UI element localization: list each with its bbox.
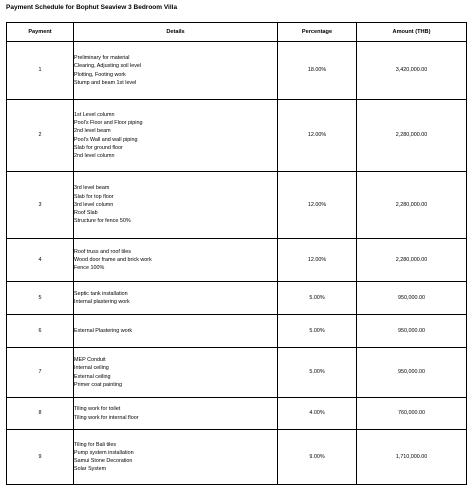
payment-amount: 1,710,000.00 xyxy=(357,430,467,485)
table-row xyxy=(7,239,467,282)
table-row xyxy=(7,172,467,239)
detail-line: Solar System xyxy=(74,466,107,473)
payment-details xyxy=(74,315,278,348)
table-row xyxy=(7,315,467,348)
payment-amount: 2,280,000.00 xyxy=(357,100,467,172)
detail-line: Tiling work for toilet xyxy=(74,406,121,413)
payment-percentage: 5.00% xyxy=(278,282,357,315)
payment-number: 1 xyxy=(7,42,74,100)
detail-line: External Plastering work xyxy=(74,327,133,334)
detail-line: Internal ceiling xyxy=(74,365,109,372)
table-row xyxy=(7,430,467,485)
detail-line: Pool's Floor and Floor piping xyxy=(74,120,143,127)
detail-line: Roof Slab xyxy=(74,210,98,217)
detail-line: Internal plastering work xyxy=(74,299,130,305)
detail-line: Roof truss and roof tiles xyxy=(74,248,131,255)
detail-line: 2nd level column xyxy=(74,152,115,159)
detail-line: Stump and beam 1st level xyxy=(74,79,137,86)
payment-percentage: 5.00% xyxy=(278,348,357,398)
payment-number: 8 xyxy=(7,398,74,430)
detail-line: 3rd level column xyxy=(74,201,114,208)
payment-percentage: 12.00% xyxy=(278,239,357,282)
payment-number: 6 xyxy=(7,315,74,348)
detail-line: 3rd level beam xyxy=(74,185,110,192)
payment-details xyxy=(74,398,278,430)
detail-line: Slab for ground floor xyxy=(74,144,123,151)
payment-number: 5 xyxy=(7,282,74,315)
payment-amount: 950,000.00 xyxy=(357,282,467,315)
detail-line: Slab for top floor xyxy=(74,193,114,200)
header-amount: Amount (THB) xyxy=(357,23,467,42)
detail-line: Septic tank installation xyxy=(74,290,128,297)
header-details: Details xyxy=(74,23,278,42)
payment-details xyxy=(74,430,278,485)
payment-details xyxy=(74,100,278,172)
table-row xyxy=(7,42,467,100)
detail-line: Preliminary for material xyxy=(74,55,130,62)
detail-line: 1st Level column xyxy=(74,111,115,118)
detail-line: MEP Conduit xyxy=(74,357,106,364)
detail-line: Wood door frame and brick work xyxy=(74,256,152,263)
header-payment: Payment xyxy=(7,23,74,42)
detail-line: Tiling for Bali tiles xyxy=(74,441,117,448)
payment-amount: 2,280,000.00 xyxy=(357,172,467,239)
payment-percentage: 18.00% xyxy=(278,42,357,100)
payment-percentage: 4.00% xyxy=(278,398,357,430)
detail-line: Samui Stone Decoration xyxy=(74,458,133,464)
detail-line: Primer coat painting xyxy=(74,381,122,388)
table-row xyxy=(7,348,467,398)
table-row xyxy=(7,398,467,430)
payment-amount: 950,000.00 xyxy=(357,348,467,398)
payment-details xyxy=(74,348,278,398)
payment-number: 3 xyxy=(7,172,74,239)
payment-percentage: 9.00% xyxy=(278,430,357,485)
detail-line: Pool's Wall and wall piping xyxy=(74,136,138,143)
detail-line: 2nd level beam xyxy=(74,128,111,135)
table-row xyxy=(7,282,467,315)
payment-amount: 3,420,000.00 xyxy=(357,42,467,100)
document-title: Payment Schedule for Bophut Seaview 3 Bedroom Villa xyxy=(6,4,178,11)
detail-line: Fence 100% xyxy=(74,265,105,272)
detail-line: Plotting, Footing work xyxy=(74,71,126,78)
detail-line: Clearing, Adjusting soil level xyxy=(74,63,142,70)
payment-amount: 950,000.00 xyxy=(357,315,467,348)
detail-line: Tiling work for internal floor xyxy=(74,414,139,421)
payment-percentage: 12.00% xyxy=(278,172,357,239)
header-percentage: Percentage xyxy=(278,23,357,42)
payment-percentage: 5.00% xyxy=(278,315,357,348)
payment-schedule-table xyxy=(6,22,467,485)
payment-percentage: 12.00% xyxy=(278,100,357,172)
table-row xyxy=(7,100,467,172)
payment-number: 9 xyxy=(7,430,74,485)
payment-number: 7 xyxy=(7,348,74,398)
payment-number: 4 xyxy=(7,239,74,282)
payment-number: 2 xyxy=(7,100,74,172)
payment-amount: 2,280,000.00 xyxy=(357,239,467,282)
detail-line: External ceiling xyxy=(74,373,111,380)
detail-line: Structure for fence 50% xyxy=(74,218,131,225)
detail-line: Pump system installation xyxy=(74,449,134,456)
payment-details xyxy=(74,172,278,239)
table-header-row xyxy=(7,23,467,42)
payment-details xyxy=(74,239,278,282)
payment-details xyxy=(74,42,278,100)
payment-details xyxy=(74,282,278,315)
payment-amount: 760,000.00 xyxy=(357,398,467,430)
